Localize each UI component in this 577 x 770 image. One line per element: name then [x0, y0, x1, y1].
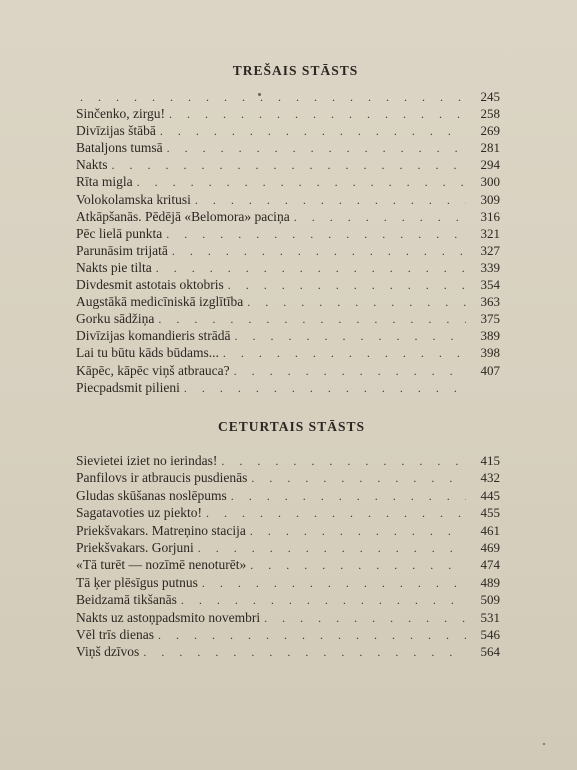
- toc-entry: [76, 487, 500, 504]
- toc-entry-title: Nakts: [76, 157, 108, 173]
- toc-entry: [76, 88, 500, 105]
- toc-entry-page-number: 432: [480, 470, 500, 486]
- paper-speck: [543, 743, 545, 745]
- toc-entry-page-number: 375: [480, 311, 500, 327]
- toc-entry-title: Lai tu būtu kāds būdams...: [76, 345, 219, 361]
- toc-entry-page-number: 258: [480, 106, 500, 122]
- toc-entry: [76, 191, 500, 208]
- dot-leader: [143, 644, 466, 661]
- section-heading: CETURTAIS STĀSTS: [218, 419, 365, 434]
- dot-leader: [221, 453, 466, 470]
- dot-leader: [167, 140, 466, 157]
- toc-entry-title: Parunāsim trijatā: [76, 242, 168, 258]
- toc-entry: [76, 327, 500, 344]
- toc-entry-title: Gorku sādžiņa: [76, 311, 155, 327]
- dot-leader: [198, 540, 466, 557]
- toc-entry-title: Beidzamā tikšanās: [76, 592, 177, 608]
- dot-leader: [160, 123, 466, 140]
- toc-entry: [76, 504, 500, 521]
- toc-entry-title: Piecpadsmit pilieni: [76, 379, 180, 395]
- dot-leader: [251, 470, 466, 487]
- toc-entry: [76, 379, 500, 396]
- dot-leader: [172, 243, 466, 260]
- toc-list: [76, 88, 500, 396]
- dot-leader: [250, 557, 466, 574]
- toc-entry: [76, 591, 500, 608]
- toc-entry-page-number: 389: [480, 328, 500, 344]
- toc-entry-title: «Tā turēt — nozīmē nenoturēt»: [76, 557, 247, 573]
- toc-entry-page-number: 354: [480, 277, 500, 293]
- toc-entry: [76, 208, 500, 225]
- toc-entry-title: Gludas skūšanas noslēpums: [76, 487, 227, 503]
- toc-entry-title: Sagatavoties uz piekto!: [76, 505, 202, 521]
- toc-entry-title: Pēc lielā punkta: [76, 225, 163, 241]
- toc-entry: [76, 362, 500, 379]
- dot-leader: [250, 523, 466, 540]
- toc-entry-page-number: 415: [480, 453, 500, 468]
- toc-entry-title: Panfilovs ir atbraucis pusdienās: [76, 470, 248, 486]
- toc-entry-page-number: 445: [480, 487, 500, 503]
- dot-leader: [112, 157, 467, 174]
- dot-leader: [223, 345, 466, 362]
- dot-leader: [80, 89, 466, 106]
- toc-entry-title: Volokolamska kritusi: [76, 191, 191, 207]
- dot-leader: [184, 380, 466, 397]
- dot-leader: [156, 260, 466, 277]
- toc-entry-page-number: 321: [480, 225, 500, 241]
- dot-leader: [158, 311, 466, 328]
- dot-leader: [195, 192, 466, 209]
- toc-entry: [76, 522, 500, 539]
- toc-entry: [76, 293, 500, 310]
- toc-entry-title: Priekšvakars. Gorjuni: [76, 539, 194, 555]
- toc-entry: [76, 310, 500, 327]
- toc-entry-title: Nakts pie tilta: [76, 259, 152, 275]
- toc-entry-title: Priekšvakars. Matreņino stacija: [76, 522, 246, 538]
- dot-leader: [158, 627, 466, 644]
- section-heading: TREŠAIS STĀSTS: [232, 63, 359, 78]
- toc-entry: [76, 242, 500, 259]
- toc-entry: [76, 173, 500, 190]
- toc-entry-page-number: 327: [480, 242, 500, 258]
- toc-entry-title: Rīta migla: [76, 174, 133, 190]
- toc-entry-title: Sinčenko, zirgu!: [76, 106, 165, 122]
- dot-leader: [247, 294, 466, 311]
- toc-entry-page-number: 281: [480, 140, 500, 156]
- toc-entry-page-number: 455: [480, 505, 500, 521]
- toc-entry-page-number: 309: [480, 191, 500, 207]
- toc-entry-page-number: 316: [480, 208, 500, 224]
- toc-entry-title: Sievietei iziet no ierindas!: [76, 453, 218, 468]
- toc-entry: [76, 469, 500, 486]
- dot-leader: [169, 106, 466, 123]
- toc-entry-page-number: 300: [480, 174, 500, 190]
- toc-entry-title: Divdesmit astotais oktobris: [76, 277, 224, 293]
- toc-entry: [76, 609, 500, 626]
- toc-entry: [76, 259, 500, 276]
- toc-entry-page-number: 564: [480, 644, 500, 660]
- toc-entry: [76, 105, 500, 122]
- toc-entry-page-number: 245: [480, 89, 500, 104]
- toc-entry: [76, 452, 500, 469]
- toc-entry-title: Nakts uz astoņpadsmito novembri: [76, 609, 261, 625]
- toc-entry: [76, 344, 500, 361]
- toc-entry-title: Vēl trīs dienas: [76, 626, 154, 642]
- toc-entry-page-number: 407: [480, 362, 500, 378]
- dot-leader: [181, 592, 466, 609]
- toc-entry: [76, 139, 500, 156]
- toc-entry: [76, 643, 500, 660]
- toc-entry-page-number: 509: [480, 592, 500, 608]
- dot-leader: [234, 363, 466, 380]
- dot-leader: [294, 209, 466, 226]
- paper-speck: [258, 93, 261, 96]
- dot-leader: [234, 328, 466, 345]
- toc-entry-title: Viņš dzīvos: [76, 644, 140, 660]
- toc-entry-title: Divīzijas komandieris strādā: [76, 328, 231, 344]
- toc-entry-page-number: 489: [480, 574, 500, 590]
- toc-entry-page-number: 269: [480, 123, 500, 139]
- toc-entry-page-number: 461: [480, 522, 500, 538]
- toc-entry-page-number: 474: [480, 557, 500, 573]
- toc-entry-title: Divīzijas štābā: [76, 123, 156, 139]
- toc-entry: [76, 276, 500, 293]
- toc-entry: [76, 225, 500, 242]
- toc-entry-page-number: 398: [480, 345, 500, 361]
- toc-entry-page-number: 469: [480, 539, 500, 555]
- toc-entry-title: Tā ķer plēsīgus putnus: [76, 574, 198, 590]
- toc-entry-page-number: 363: [480, 294, 500, 310]
- toc-entry: [76, 574, 500, 591]
- toc-entry: [76, 626, 500, 643]
- dot-leader: [206, 505, 466, 522]
- dot-leader: [264, 610, 466, 627]
- toc-entry: [76, 122, 500, 139]
- dot-leader: [202, 575, 466, 592]
- toc-entry-title: Augstākā medicīniskā izglītība: [76, 294, 244, 310]
- toc-entry-page-number: 294: [480, 157, 500, 173]
- toc-entry-title: Bataljons tumsā: [76, 140, 163, 156]
- toc-entry-title: Atkāpšanās. Pēdējā «Belomora» paciņa: [76, 208, 290, 224]
- section-ceturtais: [0, 416, 577, 660]
- dot-leader: [137, 174, 466, 191]
- toc-list: [76, 452, 500, 661]
- toc-entry-page-number: 546: [480, 626, 500, 642]
- toc-entry-page-number: 339: [480, 259, 500, 275]
- toc-entry: [76, 556, 500, 573]
- dot-leader: [231, 488, 466, 505]
- toc-entry: [76, 156, 500, 173]
- toc-entry: [76, 539, 500, 556]
- toc-entry-page-number: 531: [480, 609, 500, 625]
- dot-leader: [228, 277, 466, 294]
- toc-entry-title: Kāpēc, kāpēc viņš atbrauca?: [76, 362, 230, 378]
- dot-leader: [166, 226, 466, 243]
- section-tresais: [0, 60, 577, 395]
